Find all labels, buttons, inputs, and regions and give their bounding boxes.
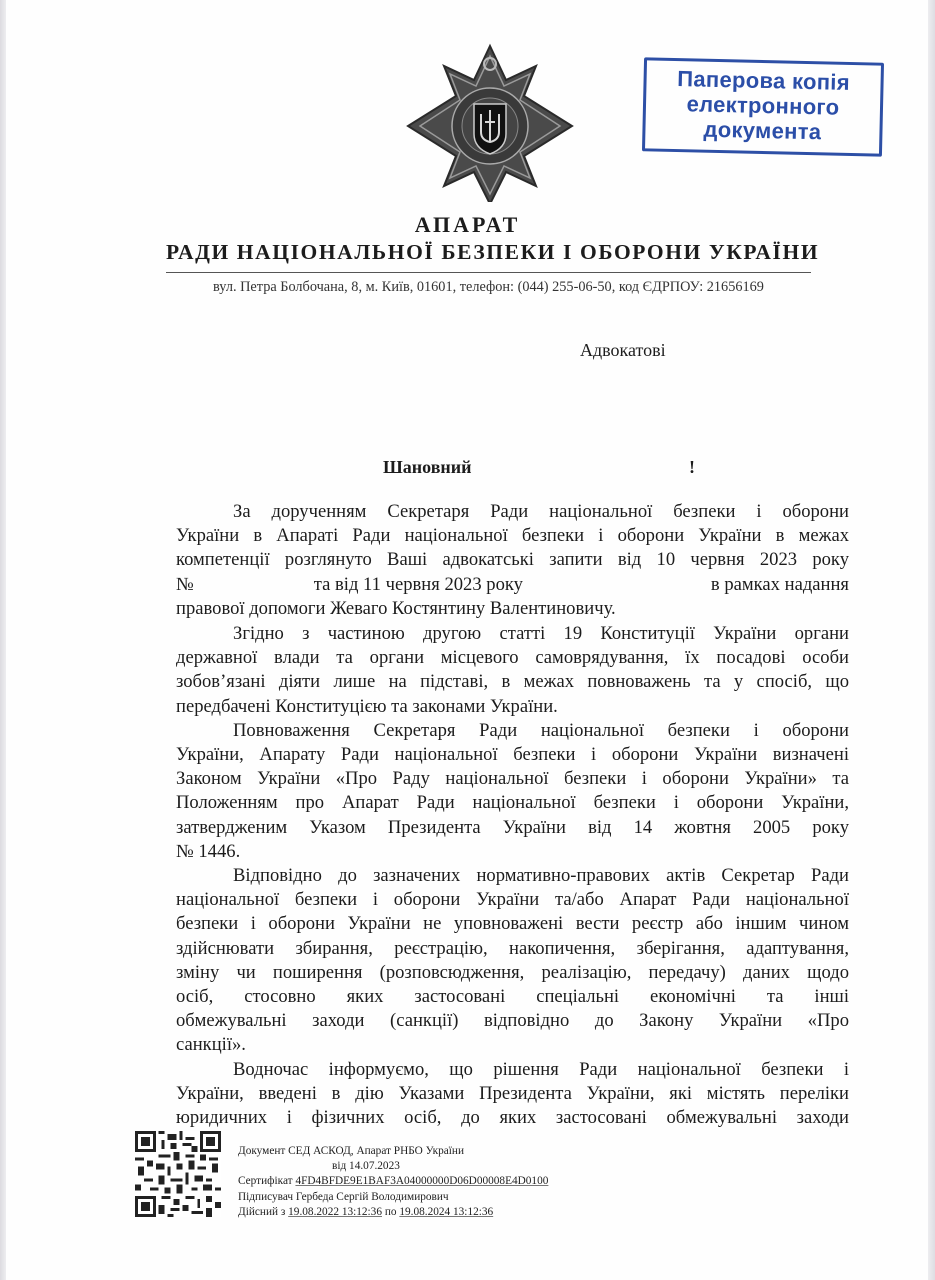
text-line-with-redactions <box>176 573 849 597</box>
validity-line <box>238 1205 548 1220</box>
text-fragment: та від 11 червня 2023 року <box>313 573 523 595</box>
salutation-greeting: Шановний <box>383 457 472 477</box>
text-fragment: в рамках надання <box>710 573 849 595</box>
letter-body <box>176 500 849 1130</box>
signature-details <box>238 1144 548 1220</box>
certificate-label: Сертифікат <box>238 1175 293 1188</box>
text-line: зобов’язані діяти лише на підставі, в межах повноважень та у спосіб, що <box>176 671 849 693</box>
text-line: обмежувальні заходи (санкції) відповідно до Закону України «Про <box>176 1010 849 1032</box>
certificate-line <box>238 1174 548 1189</box>
text-line: Повноваження Секретаря Ради національної безпеки і оборони <box>233 719 849 741</box>
text-line: зміну чи поширення (розповсюдження, реалізацію, передачу) даних щодо <box>176 961 849 983</box>
text-line: Законом України «Про Раду національної безпеки і оборони України» та <box>176 768 849 790</box>
header-divider <box>166 272 811 273</box>
page-right-edge <box>928 0 935 1280</box>
text-line: компетенції розглянуто Ваші адвокатські запити від 10 червня 2023 року <box>176 549 849 571</box>
salutation <box>383 457 703 478</box>
stamp-line-2: електронного <box>686 91 840 120</box>
text-line: Згідно з частиною другою статті 19 Конституції України органи <box>233 623 849 645</box>
valid-from: 19.08.2022 13:12:36 <box>288 1205 382 1218</box>
paragraph-1 <box>176 500 849 524</box>
text-line: державної влади та органи місцевого самоврядування, їх посадові особи <box>176 647 849 669</box>
text-line: здійснювати збирання, реєстрацію, накопичення, зберігання, адаптування, <box>176 937 849 959</box>
text-line: Положенням про Апарат Ради національної безпеки і оборони України, <box>176 792 849 814</box>
stamp-line-1: Паперова копія <box>677 66 851 95</box>
valid-label: Дійсний з <box>238 1205 286 1218</box>
text-line: передбачені Конституцією та законами України. <box>176 695 558 717</box>
stamp-line-3: документа <box>703 116 822 145</box>
qr-code-icon <box>135 1128 221 1220</box>
text-line: За дорученням Секретаря Ради національної безпеки і оборони <box>233 501 849 522</box>
paragraph-4 <box>176 864 849 888</box>
text-line: безпеки і оборони України не уповноважені вести реєстр або іншим чином <box>176 913 849 935</box>
text-line: юридичних і фізичних осіб, до яких застосовані обмежувальні заходи <box>176 1107 849 1129</box>
text-line: правової допомоги Жеваго Костянтину Валентиновичу. <box>176 597 616 619</box>
text-line: санкції». <box>176 1034 246 1056</box>
org-title-line2: РАДИ НАЦІОНАЛЬНОЇ БЕЗПЕКИ І ОБОРОНИ УКРАЇНИ <box>166 240 820 264</box>
document-date: від 14.07.2023 <box>332 1160 400 1173</box>
text-line: № 1446. <box>176 840 241 862</box>
certificate-value: 4FD4BFDE9E1BAF3A04000000D06D00008E4D0100 <box>295 1175 549 1188</box>
text-line: України, введені в дію Указами Президента України, які містять переліки <box>176 1082 849 1104</box>
text-line: національної безпеки і оборони України та/або Апарат Ради національної <box>176 889 849 911</box>
paper-copy-stamp <box>642 57 884 156</box>
text-line: Водночас інформуємо, що рішення Ради національної безпеки і <box>233 1058 849 1080</box>
number-sign: № <box>176 573 194 595</box>
valid-to: 19.08.2024 13:12:36 <box>399 1205 494 1218</box>
salutation-exclamation: ! <box>689 457 695 477</box>
text-line: осіб, стосовно яких застосовані спеціальні економічні та інші <box>176 986 849 1008</box>
addressee: Адвокатові <box>580 340 666 360</box>
paragraph-3 <box>176 719 849 743</box>
text-line: України в Апараті Ради національної безпеки і оборони України в межах <box>176 525 849 547</box>
paragraph-2 <box>176 622 849 646</box>
document-source: Документ СЕД АСКОД, Апарат РНБО України <box>238 1145 465 1157</box>
rnbo-emblem-icon <box>404 42 576 202</box>
signer-line: Підписувач Гербеда Сергій Володимирович <box>238 1190 449 1203</box>
org-title-line1: АПАРАТ <box>414 212 521 237</box>
text-line: затвердженим Указом Президента України від 14 жовтня 2005 року <box>176 816 849 838</box>
org-address: вул. Петра Болбочана, 8, м. Київ, 01601, телефон: (044) 255-06-50, код ЄДРПОУ: 21656169 <box>213 279 764 295</box>
text-line: Відповідно до зазначених нормативно-правових актів Секретар Ради <box>233 865 849 887</box>
text-line: України, Апарату Ради національної безпеки і оборони України визначені <box>176 744 849 766</box>
electronic-signature-block <box>135 1128 655 1228</box>
valid-to-label: по <box>384 1205 397 1218</box>
paragraph-5 <box>176 1058 849 1082</box>
